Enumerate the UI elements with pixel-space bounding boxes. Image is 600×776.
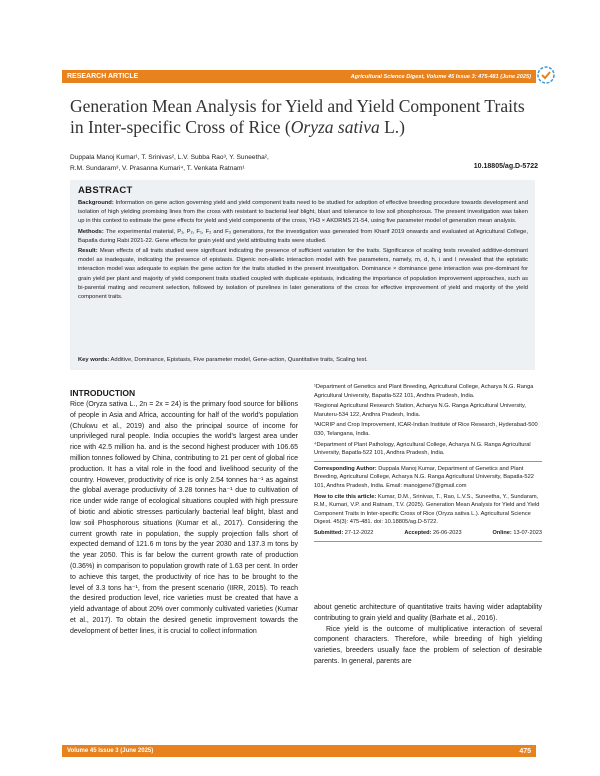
dates-row: Submitted: 27-12-2022 Accepted: 26-06-2023 Online: 13-07-2023 xyxy=(314,529,542,536)
keywords: Key words: Additive, Dominance, Epistasis, Five parameter model, Gene-action, Quantitative traits, Scaling test. xyxy=(78,357,368,363)
abstract-background: Background: Information on gene action governing yield and yield component traits need to be studied for adoption of effective breeding procedure towards development and isolation of high yielding promising lines from the cross with resistant to bacterial leaf blight, blast and tolerance to low soil phosphorous. The present investigation was taken up in this context to estimate the gene effects for yield and yield components of the cross, YH3 × AKDRMS 21-54, using five parameter model of generation mean analysis. xyxy=(78,200,528,225)
divider xyxy=(314,541,542,542)
page-number: 475 xyxy=(519,747,531,755)
corresponding-author: Corresponding Author: Duppala Manoj Kumar, Department of Genetics and Plant Breeding, Agricultural College, Acharya N.G. Ranga Agricultural University, Bapatla-522 101, Andhra Pradesh, India. Email: manojgene7@gmail.com xyxy=(314,465,534,489)
journal-header-bar xyxy=(62,70,536,83)
affiliation-3: ³AICRIP and Crop Improvement, ICAR-Indian Institute of Rice Research, Hyderabad-500 030, Telangana, India. xyxy=(314,422,538,437)
author-list xyxy=(70,152,540,174)
abstract-heading: ABSTRACT xyxy=(78,185,133,196)
abstract-body xyxy=(78,199,528,303)
article-type: RESEARCH ARTICLE xyxy=(67,73,139,80)
affiliation-4: ⁴Department of Plant Pathology, Agricultural College, Acharya N.G. Ranga Agricultural University, Bapatla-522 101, Andhra Pradesh, India. xyxy=(314,441,531,457)
introduction-text: Rice (Oryza sativa L., 2n = 2x = 24) is the primary food source for billions of people in Asia and Africa, accounting for half of the world's population (Chukwu et al., 2019) and also the principal source of income for unprivileged rural people. India occupies the world's largest area under rice with 42.5 million ha. and is the second highest producer with 106.65 million tonnes followed by China, contributing to 21 per cent of global rice production. It has a vital role in the food and livelihood security of the country. However, productivity of rice is only 2.54 tonnes ha⁻¹ as against the global average productivity of 3.28 tonnes ha⁻¹ due to cultivation of rice under wide range of ecological situations coupled with high pressure of biotic and abiotic stresses particularly bacterial leaf blight, blast and low soil Phosphorous situations (Kumar et al., 2017). Considering the current growth rate in population, the supply projection falls short of expected demand of 121.6 m tons by the year 2030 and 137.3 m tons by the year 2050. This is far below the current growth rate of production (0.36%) in comparison to population growth rate of 1.63 per cent. In order to achieve this target, the productivity of rice has to be brought to the level of 3.3 tons ha⁻¹, from the present scenario (IIRR, 2015). To reach the desired production level, rice varieties must be created that have a yield advantage of about 20% over commonly cultivated varieties (Kumar et al., 2017). To obtain the desired genetic improvement towards the development of better lines, it is crucial to collect information xyxy=(70,401,298,635)
paper-title: Generation Mean Analysis for Yield and Yield Component Traits in Inter-specific Cross of Rice (Oryza sativa L.) xyxy=(70,96,525,137)
check-for-updates-icon[interactable] xyxy=(537,66,555,84)
divider xyxy=(314,461,542,462)
abstract-methods: Methods: The experimental material, P₁, P₂, F₁, F₂ and F₃ generations, for the investigation was generated from Kharif 2019 onwards and evaluated at Agricultural College, Bapatla during Rabi 2021-22. Gene effects for grain yield and yield attributing traits were studied. xyxy=(78,228,528,244)
journal-citation: Agricultural Science Digest, Volume 45 Issue 3: 475-481 (June 2025) xyxy=(350,73,531,80)
article-info-column xyxy=(314,383,542,545)
paragraph: Rice yield is the outcome of multiplicative interaction of several component characters. Therefore, while breeding of high yielding varieties, breeders usually face the problem of selection of desirable parents. In general, parents are xyxy=(314,625,542,665)
paragraph: about genetic architecture of quantitative traits having wider adaptability contributing to grain yield and quality (Barhate et al., 2016). xyxy=(314,604,542,622)
authors-line-1: Duppala Manoj Kumar¹, T. Srinivas², L.V. Subba Rao³, Y. Suneetha², xyxy=(70,154,269,161)
page-footer xyxy=(62,745,536,757)
footer-issue: Volume 45 Issue 3 (June 2025) xyxy=(67,748,154,754)
introduction-heading: INTRODUCTION xyxy=(70,388,136,398)
affiliation-2: ²Regional Agricultural Research Station, Acharya N.G. Ranga Agricultural University, Maruteru-534 122, Andhra Pradesh, India. xyxy=(314,403,527,418)
abstract-result: Result: Mean effects of all traits studied were significant indicating the presence of sufficient variation for the traits. Significance of scaling tests revealed additive-dominant model as inadequate, indicating the presence of epistasis. Digenic non-allelic interaction model with five parameters, namely, m, d, h, i and l revealed that the epistatic interaction model was adequate to explain the gene action for the traits studied in the present investigation. Dominance × dominance gene interaction was pre-dominant for grain yield per plant and majority of yield component traits studied coupled with duplicate epistasis, indicating the importance of population improvement approaches, such as bi-parental mating and recurrent selection, followed by isolation of purelines in later generations of the cross for effective improvement of yield and majority of the yield component traits. xyxy=(78,248,528,301)
citation-info: How to cite this article: Kumar, D.M., Srinivas, T., Rao, L.V.S., Suneetha, Y., Sundaram, R.M., Kumari, V.P. and Ratnam, T.V. (2025). Generation Mean Analysis for Yield and Yield Component Traits in Inter-specific Cross of Rice (Oryza sativa L.). Agricultural Science Digest. 45(3): 475-481. doi: 10.18805/ag.D-5722. xyxy=(314,493,540,526)
abstract-box xyxy=(70,180,535,370)
body-text-right xyxy=(314,603,542,668)
authors-line-2: R.M. Sundaram³, V. Prasanna Kumari⁴, T. Venkata Ratnam¹ xyxy=(70,165,245,172)
affiliation-1: ¹Department of Genetics and Plant Breeding, Agricultural College, Acharya N.G. Ranga Agricultural University, Bapatla-522 101, Andhra Pradesh, India. xyxy=(314,384,534,399)
doi-label[interactable]: 10.18805/ag.D-5722 xyxy=(473,163,538,170)
introduction-section xyxy=(70,388,298,638)
